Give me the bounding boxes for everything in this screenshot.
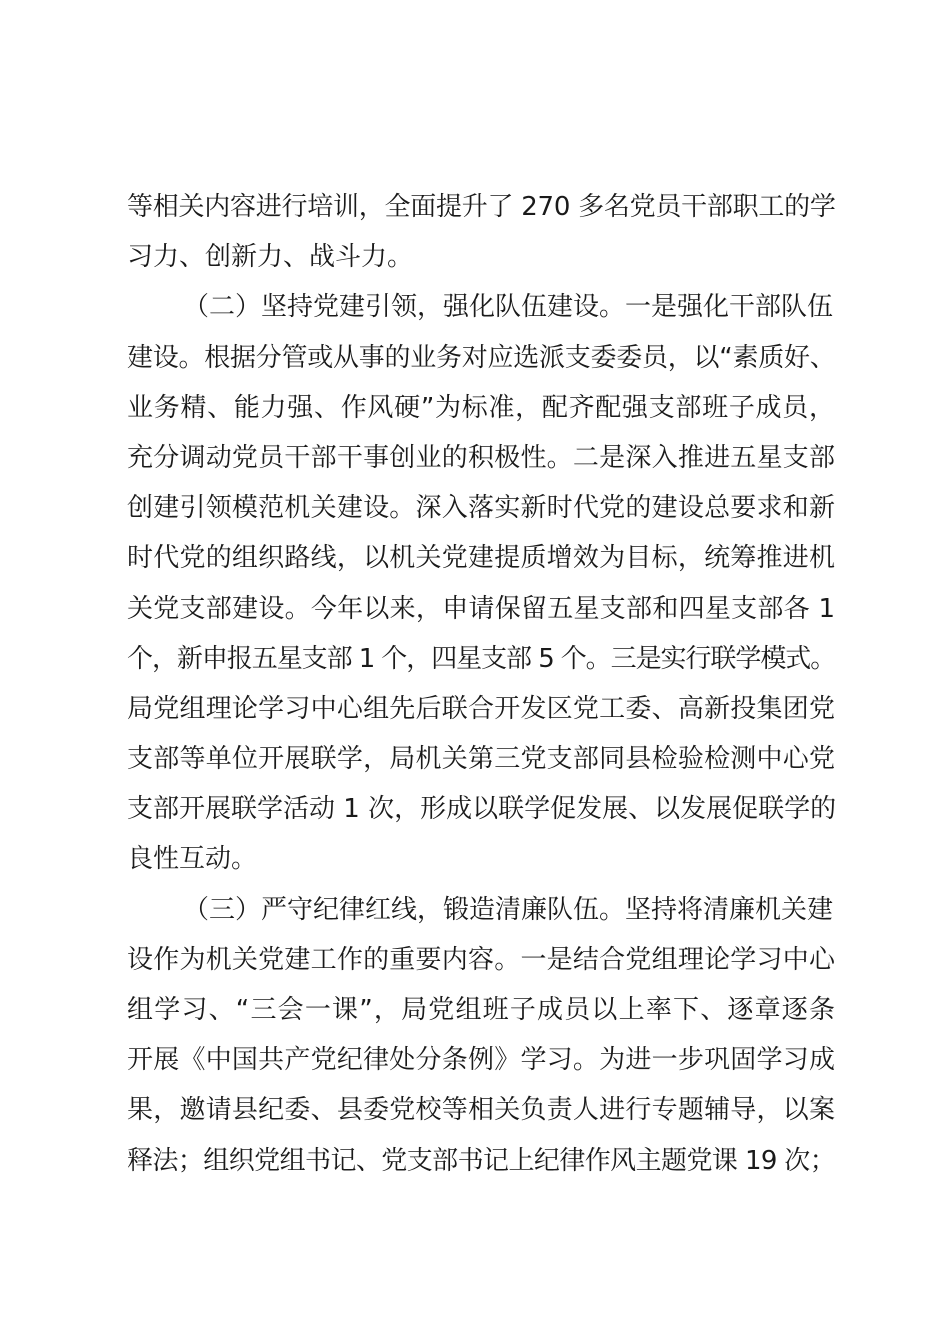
text-line-11: 局党组理论学习中心组先后联合开发区党工委、高新投集团党 (127, 693, 835, 724)
text-line-14: 良性互动。 (127, 844, 258, 875)
section-heading-3: （三）严守纪律红线，锻造清廉队伍。坚持将清廉机关建 (183, 894, 834, 925)
text-line-5: 业务精、能力强、作风硬”为标准，配齐配强支部班子成员， (127, 392, 835, 423)
text-line-12: 支部等单位开展联学，局机关第三党支部同县检验检测中心党 (127, 744, 835, 775)
document-body (127, 182, 835, 1186)
text-line-6: 充分调动党员干部干事创业的积极性。二是深入推进五星支部 (127, 442, 835, 473)
text-line-8: 时代党的组织路线，以机关党建提质增效为目标，统筹推进机 (127, 543, 835, 574)
text-line-1: 等相关内容进行培训，全面提升了 270 多名党员干部职工的学 (127, 192, 836, 222)
text-line-17: 组学习、“三会一课”，局党组班子成员以上率下、逐章逐条 (127, 995, 835, 1025)
section-heading-2: （二）坚持党建引领，强化队伍建设。一是强化干部队伍 (183, 292, 834, 323)
text-line-19: 果，邀请县纪委、县委党校等相关负责人进行专题辅导，以案 (127, 1095, 835, 1126)
text-line-9: 关党支部建设。今年以来，申请保留五星支部和四星支部各 1 (127, 593, 835, 624)
text-line-13: 支部开展联学活动 1 次，形成以联学促发展、以发展促联学的 (127, 794, 837, 825)
text-line-2: 习力、创新力、战斗力。 (127, 242, 414, 273)
text-line-20: 释法；组织党组书记、党支部书记上纪律作风主题党课 19 次； (127, 1145, 835, 1176)
text-line-16: 设作为机关党建工作的重要内容。一是结合党组理论学习中心 (127, 944, 835, 975)
text-line-4: 建设。根据分管或从事的业务对应选派支委委员，以“素质好、 (127, 342, 836, 373)
text-line-18: 开展《中国共产党纪律处分条例》学习。为进一步巩固学习成 (127, 1045, 835, 1076)
text-line-7: 创建引领模范机关建设。深入落实新时代党的建设总要求和新 (127, 493, 835, 524)
text-line-10: 个，新申报五星支部 1 个，四星支部 5 个。三是实行联学模式。 (127, 643, 835, 674)
